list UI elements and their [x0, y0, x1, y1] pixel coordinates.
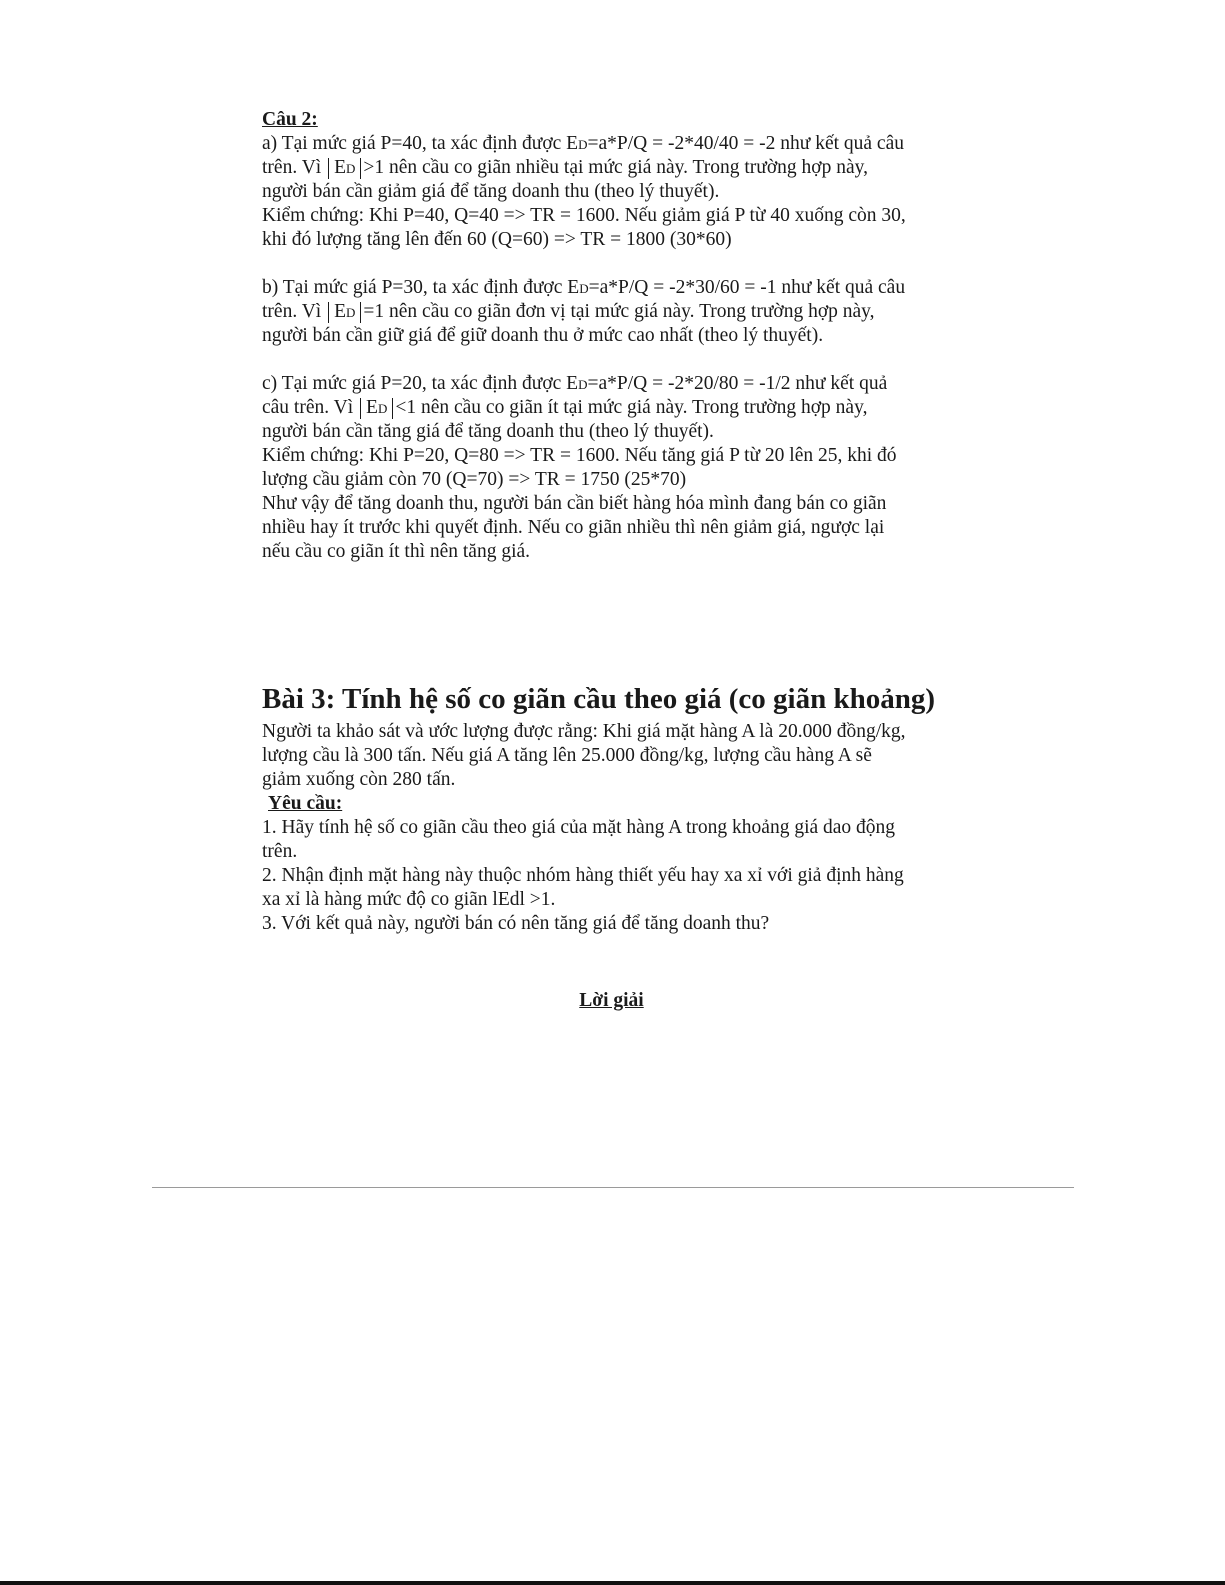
part-a-line-4: Kiểm chứng: Khi P=40, Q=40 => TR = 1600. Nếu giảm giá P từ 40 xuống còn 30, [262, 205, 906, 226]
text: a) Tại mức giá P=40, ta xác định được E [262, 133, 579, 154]
blank-line [262, 348, 962, 372]
part-c-line-4: Kiểm chứng: Khi P=20, Q=80 => TR = 1600. Nếu tăng giá P từ 20 lên 25, khi đó [262, 445, 897, 466]
text: =a*P/Q = -2*30/60 = -1 như kết quả câu [588, 277, 906, 298]
section-cau-2 [262, 108, 962, 564]
part-a-line-5: khi đó lượng tăng lên đến 60 (Q=60) => TR = 1800 (30*60) [262, 229, 732, 250]
part-c-line-6: Như vậy để tăng doanh thu, người bán cần biết hàng hóa mình đang bán co giãn [262, 493, 887, 514]
part-c-line-8: nếu cầu co giãn ít thì nên tăng giá. [262, 541, 531, 562]
text: trên. Vì [262, 157, 322, 178]
text: câu trên. Vì [262, 397, 354, 418]
absolute-value [328, 158, 361, 179]
part-c-line-7: nhiều hay ít trước khi quyết định. Nếu co giãn nhiều thì nên giảm giá, ngược lại [262, 517, 885, 538]
page-divider [152, 1187, 1074, 1188]
bai-3-title: Bài 3: Tính hệ số co giãn cầu theo giá (co giãn khoảng) [262, 683, 936, 715]
text: E [334, 301, 347, 322]
section-bai-3 [262, 680, 962, 936]
bai-3-para-line-1: Người ta khảo sát và ước lượng được rằng: Khi giá mặt hàng A là 20.000 đồng/kg, [262, 721, 906, 742]
subscript: D [578, 137, 588, 152]
text: =a*P/Q = -2*20/80 = -1/2 như kết quả [587, 373, 888, 394]
blank-line [262, 252, 962, 276]
requirement-3: 3. Với kết quả này, người bán có nên tăng giá để tăng doanh thu? [262, 913, 770, 934]
requirement-1-line-1: 1. Hãy tính hệ số co giãn cầu theo giá của mặt hàng A trong khoảng giá dao động [262, 817, 896, 838]
bai-3-para-line-2: lượng cầu là 300 tấn. Nếu giá A tăng lên 25.000 đồng/kg, lượng cầu hàng A sẽ [262, 745, 872, 766]
text: =a*P/Q = -2*40/40 = -2 như kết quả câu [587, 133, 904, 154]
absolute-value [328, 302, 361, 323]
text: E [366, 397, 378, 418]
part-b-line-1 [262, 276, 962, 300]
text: =1 nên cầu co giãn đơn vị tại mức giá này. Trong trường hợp này, [363, 301, 875, 322]
requirement-1-line-2: trên. [262, 841, 298, 862]
subscript: D [578, 377, 588, 392]
solution-heading [0, 990, 1225, 1012]
text: <1 nên cầu co giãn ít tại mức giá này. Trong trường hợp này, [395, 397, 868, 418]
part-c-line-3: người bán cần tăng giá để tăng doanh thu (theo lý thuyết). [262, 421, 714, 442]
requirement-2-line-2: xa xỉ là hàng mức độ co giãn lEdl >1. [262, 889, 556, 910]
requirement-2-line-1: 2. Nhận định mặt hàng này thuộc nhóm hàng thiết yếu hay xa xỉ với giả định hàng [262, 865, 904, 886]
text: b) Tại mức giá P=30, ta xác định được E [262, 277, 580, 298]
absolute-value [360, 398, 393, 419]
part-c-line-5: lượng cầu giảm còn 70 (Q=70) => TR = 1750 (25*70) [262, 469, 687, 490]
text: trên. Vì [262, 301, 322, 322]
part-a-line-2 [262, 156, 962, 180]
part-b-line-2 [262, 300, 962, 324]
part-c-line-2 [262, 396, 962, 420]
subscript: D [346, 161, 356, 176]
part-a-line-3: người bán cần giảm giá để tăng doanh thu (theo lý thuyết). [262, 181, 720, 202]
heading-cau-2: Câu 2: [262, 109, 318, 130]
part-c-line-1 [262, 372, 962, 396]
text: >1 nên cầu co giãn nhiều tại mức giá này. Trong trường hợp này, [363, 157, 868, 178]
text: c) Tại mức giá P=20, ta xác định được E [262, 373, 579, 394]
subscript: D [579, 281, 589, 296]
subscript: D [377, 401, 388, 416]
part-b-line-3: người bán cần giữ giá để giữ doanh thu ở mức cao nhất (theo lý thuyết). [262, 325, 824, 346]
subscript: D [346, 305, 356, 320]
part-a-line-1 [262, 132, 962, 156]
solution-label: Lời giải [579, 990, 644, 1011]
bai-3-para-line-3: giảm xuống còn 280 tấn. [262, 769, 456, 790]
text: E [334, 157, 347, 178]
requirements-heading: Yêu cầu: [268, 793, 343, 814]
bottom-border [0, 1581, 1225, 1585]
